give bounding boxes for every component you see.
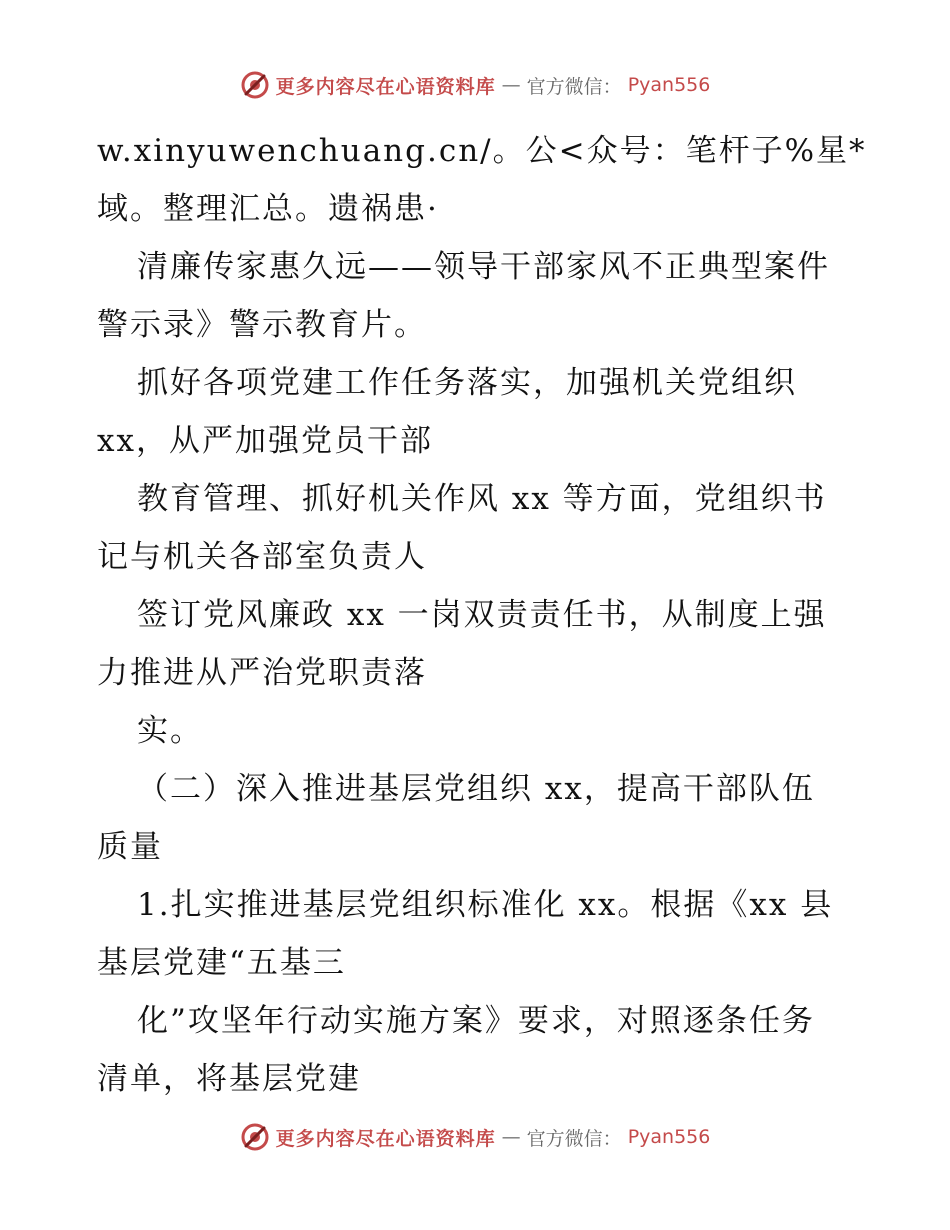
banner-slogan: 更多内容尽在心语资料库 <box>275 1127 496 1150</box>
text-line: 警示录》警示教育片。 <box>97 307 427 343</box>
text-line: 1.扎实推进基层党组织标准化 xx。根据《xx 县 <box>137 887 834 923</box>
text-line: 抓好各项党建工作任务落实，加强机关党组织 <box>137 365 797 401</box>
footer-banner <box>0 1122 950 1152</box>
text-line: 域。整理汇总。遗祸患· <box>97 191 439 227</box>
text-line: 实。 <box>137 713 203 749</box>
logo-icon <box>240 1122 270 1152</box>
text-line: 质量 <box>97 829 163 865</box>
logo-icon <box>240 70 270 100</box>
banner-separator: — <box>501 74 521 96</box>
banner-contact-label: 官方微信： <box>526 75 622 98</box>
banner-contact-label: 官方微信： <box>526 1127 622 1150</box>
banner-slogan: 更多内容尽在心语资料库 <box>275 75 496 98</box>
banner-separator: — <box>501 1126 521 1148</box>
text-line: 清廉传家惠久远——领导干部家风不正典型案件 <box>137 249 830 285</box>
text-line: 基层党建“五基三 <box>97 945 346 981</box>
banner-contact-id: Pyan556 <box>627 74 711 96</box>
text-line: 化”攻坚年行动实施方案》要求，对照逐条任务 <box>137 1003 815 1039</box>
text-line: 力推进从严治党职责落 <box>97 655 427 691</box>
text-line: w.xinyuwenchuang.cn/。公<众号：笔杆子%星* <box>97 133 867 169</box>
header-banner <box>0 70 950 100</box>
text-line: xx，从严加强党员干部 <box>97 423 433 459</box>
banner-contact-id: Pyan556 <box>627 1126 711 1148</box>
text-line: 教育管理、抓好机关作风 xx 等方面，党组织书 <box>137 481 827 517</box>
document-body <box>97 122 867 1108</box>
text-line: （二）深入推进基层党组织 xx，提高干部队伍 <box>137 771 815 807</box>
text-line: 记与机关各部室负责人 <box>97 539 427 575</box>
text-line: 签订党风廉政 xx 一岗双责责任书，从制度上强 <box>137 597 827 633</box>
text-line: 清单，将基层党建 <box>97 1061 361 1097</box>
